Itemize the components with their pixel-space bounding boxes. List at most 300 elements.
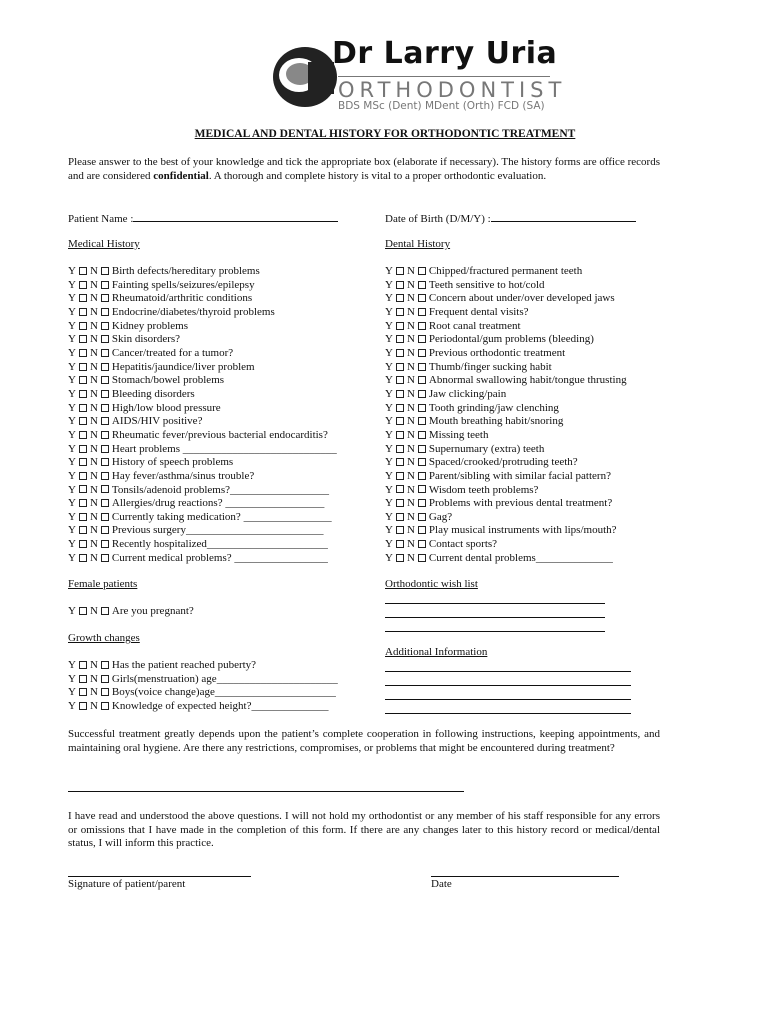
yes-label: Y bbox=[68, 319, 76, 332]
yes-checkbox[interactable] bbox=[396, 349, 404, 357]
yes-label: Y bbox=[68, 442, 76, 455]
yes-checkbox[interactable] bbox=[396, 485, 404, 493]
practice-qualifications: BDS MSc (Dent) MDent (Orth) FCD (SA) bbox=[338, 100, 545, 112]
yes-label: Y bbox=[385, 346, 393, 359]
growth-changes-list bbox=[68, 659, 338, 714]
yes-label: Y bbox=[68, 428, 76, 441]
dental-history-item bbox=[385, 456, 627, 470]
medical-history-item bbox=[68, 265, 337, 279]
answer-blank[interactable]: _________________________ bbox=[185, 524, 324, 537]
yes-label: Y bbox=[385, 374, 393, 387]
medical-history-item bbox=[68, 484, 337, 498]
answer-blank[interactable]: __________________ bbox=[229, 483, 329, 496]
no-checkbox[interactable] bbox=[101, 267, 109, 275]
no-label: N bbox=[406, 360, 415, 373]
question-label: Bleeding disorders bbox=[111, 387, 195, 400]
answer-blank[interactable]: ______________ bbox=[535, 551, 613, 564]
yes-checkbox[interactable] bbox=[79, 267, 87, 275]
answer-blank[interactable]: ______________________ bbox=[216, 672, 338, 685]
growth-changes-heading: Growth changes bbox=[68, 632, 140, 644]
no-checkbox[interactable] bbox=[418, 390, 426, 398]
no-label: N bbox=[406, 510, 415, 523]
question-label: Fainting spells/seizures/epilepsy bbox=[111, 278, 255, 291]
question-label: Endocrine/diabetes/thyroid problems bbox=[111, 305, 275, 318]
no-checkbox[interactable] bbox=[101, 458, 109, 466]
no-checkbox[interactable] bbox=[101, 445, 109, 453]
yes-checkbox[interactable] bbox=[396, 363, 404, 371]
no-label: N bbox=[406, 415, 415, 428]
question-label: Are you pregnant? bbox=[111, 605, 194, 617]
question-label: Concern about under/over developed jaws bbox=[428, 292, 615, 305]
no-label: N bbox=[89, 659, 98, 671]
yes-label: Y bbox=[385, 442, 393, 455]
question-label: Heart problems bbox=[111, 442, 183, 455]
dental-history-item bbox=[385, 497, 627, 511]
no-label: N bbox=[89, 401, 98, 414]
question-label: Contact sports? bbox=[428, 538, 498, 551]
medical-history-item bbox=[68, 279, 337, 293]
no-label: N bbox=[89, 374, 98, 387]
no-label: N bbox=[406, 401, 415, 414]
yes-label: Y bbox=[68, 278, 76, 291]
no-label: N bbox=[89, 672, 98, 685]
yes-checkbox[interactable] bbox=[396, 513, 404, 521]
question-label: Allergies/drug reactions? bbox=[111, 497, 226, 510]
no-checkbox[interactable] bbox=[101, 675, 109, 683]
additional-info-line[interactable] bbox=[385, 671, 631, 672]
question-label: Missing teeth bbox=[428, 428, 489, 441]
question-label: Previous orthodontic treatment bbox=[428, 346, 566, 359]
restrictions-answer-line[interactable] bbox=[68, 791, 464, 792]
yes-label: Y bbox=[68, 415, 76, 428]
no-checkbox[interactable] bbox=[101, 431, 109, 439]
no-label: N bbox=[406, 292, 415, 305]
yes-label: Y bbox=[385, 305, 393, 318]
answer-blank[interactable]: ______________ bbox=[251, 699, 329, 712]
dental-history-item bbox=[385, 443, 627, 457]
yes-checkbox[interactable] bbox=[79, 363, 87, 371]
yes-checkbox[interactable] bbox=[79, 458, 87, 466]
yes-label: Y bbox=[68, 605, 76, 617]
cooperation-paragraph: Successful treatment greatly depends upon the patient’s complete cooperation in following instructions, keeping appointments, and maintaining oral hygiene. Are there any restrictions, compromises, or problems that might be encountered during treatment? bbox=[68, 728, 660, 754]
question-label: Teeth sensitive to hot/cold bbox=[428, 278, 545, 291]
no-label: N bbox=[406, 305, 415, 318]
yes-checkbox[interactable] bbox=[79, 675, 87, 683]
no-label: N bbox=[406, 483, 415, 496]
answer-blank[interactable]: _________________ bbox=[234, 551, 328, 564]
yes-label: Y bbox=[385, 292, 393, 305]
question-label: Skin disorders? bbox=[111, 333, 181, 346]
question-label: Gag? bbox=[428, 510, 453, 523]
yes-label: Y bbox=[68, 265, 76, 277]
patient-name-field[interactable]: Patient Name : bbox=[68, 211, 338, 227]
no-label: N bbox=[89, 469, 98, 482]
no-label: N bbox=[89, 387, 98, 400]
question-label: Rheumatic fever/previous bacterial endocarditis? bbox=[111, 428, 328, 441]
yes-checkbox[interactable] bbox=[396, 390, 404, 398]
no-checkbox[interactable] bbox=[101, 526, 109, 534]
no-label: N bbox=[89, 605, 98, 617]
medical-history-item bbox=[68, 429, 337, 443]
yes-label: Y bbox=[68, 387, 76, 400]
wish-list-line[interactable] bbox=[385, 631, 605, 632]
yes-checkbox[interactable] bbox=[79, 702, 87, 710]
dental-history-item bbox=[385, 333, 627, 347]
intro-paragraph: Please answer to the best of your knowledge and tick the appropriate box (elaborate if necessary). The history forms are office records and are considered confidential. A thorough and complete history is vital to a proper orthodontic evaluation. bbox=[68, 156, 660, 182]
question-label: Problems with previous dental treatment? bbox=[428, 497, 613, 510]
yes-label: Y bbox=[385, 428, 393, 441]
dental-history-item bbox=[385, 374, 627, 388]
additional-info-heading: Additional Information bbox=[385, 646, 488, 658]
additional-info-line[interactable] bbox=[385, 685, 631, 686]
yes-label: Y bbox=[385, 401, 393, 414]
medical-history-item bbox=[68, 524, 337, 538]
dental-history-item bbox=[385, 470, 627, 484]
no-checkbox[interactable] bbox=[418, 335, 426, 343]
yes-checkbox[interactable] bbox=[79, 554, 87, 562]
question-label: Hepatitis/jaundice/liver problem bbox=[111, 360, 255, 373]
no-checkbox[interactable] bbox=[418, 458, 426, 466]
no-label: N bbox=[406, 551, 415, 564]
medical-history-heading: Medical History bbox=[68, 238, 140, 250]
dental-history-item bbox=[385, 279, 627, 293]
no-checkbox[interactable] bbox=[418, 431, 426, 439]
no-label: N bbox=[89, 686, 98, 699]
yes-label: Y bbox=[385, 551, 393, 564]
no-label: N bbox=[406, 428, 415, 441]
yes-checkbox[interactable] bbox=[396, 404, 404, 412]
yes-checkbox[interactable] bbox=[396, 458, 404, 466]
question-label: Has the patient reached puberty? bbox=[111, 659, 257, 671]
yes-checkbox[interactable] bbox=[396, 322, 404, 330]
question-label: Chipped/fractured permanent teeth bbox=[428, 265, 583, 277]
yes-label: Y bbox=[385, 265, 393, 277]
question-label: Stomach/bowel problems bbox=[111, 374, 225, 387]
yes-checkbox[interactable] bbox=[79, 526, 87, 534]
no-checkbox[interactable] bbox=[418, 349, 426, 357]
no-checkbox[interactable] bbox=[101, 417, 109, 425]
yes-label: Y bbox=[68, 374, 76, 387]
practice-role: ORTHODONTIST bbox=[338, 78, 567, 102]
question-label: Knowledge of expected height? bbox=[111, 699, 252, 712]
female-patients-item bbox=[68, 605, 194, 619]
no-label: N bbox=[89, 551, 98, 564]
question-label: Previous surgery bbox=[111, 524, 186, 537]
yes-checkbox[interactable] bbox=[79, 335, 87, 343]
yes-checkbox[interactable] bbox=[79, 661, 87, 669]
medical-history-item bbox=[68, 347, 337, 361]
no-checkbox[interactable] bbox=[418, 308, 426, 316]
no-checkbox[interactable] bbox=[101, 688, 109, 696]
yes-label: Y bbox=[385, 483, 393, 496]
yes-checkbox[interactable] bbox=[79, 485, 87, 493]
no-checkbox[interactable] bbox=[101, 554, 109, 562]
yes-label: Y bbox=[68, 456, 76, 469]
yes-checkbox[interactable] bbox=[396, 267, 404, 275]
yes-label: Y bbox=[385, 333, 393, 346]
yes-checkbox[interactable] bbox=[79, 499, 87, 507]
no-checkbox[interactable] bbox=[418, 294, 426, 302]
medical-history-list bbox=[68, 265, 337, 565]
female-patients-list bbox=[68, 605, 194, 619]
yes-label: Y bbox=[68, 360, 76, 373]
female-patients-heading: Female patients bbox=[68, 578, 138, 590]
question-label: Rheumatoid/arthritic conditions bbox=[111, 292, 253, 305]
yes-checkbox[interactable] bbox=[396, 335, 404, 343]
no-label: N bbox=[89, 442, 98, 455]
additional-info-line[interactable] bbox=[385, 699, 631, 700]
yes-checkbox[interactable] bbox=[79, 688, 87, 696]
yes-label: Y bbox=[68, 401, 76, 414]
no-checkbox[interactable] bbox=[418, 472, 426, 480]
growth-changes-item bbox=[68, 659, 338, 673]
medical-history-item bbox=[68, 443, 337, 457]
date-line[interactable] bbox=[431, 876, 619, 877]
yes-checkbox[interactable] bbox=[396, 472, 404, 480]
no-label: N bbox=[406, 265, 415, 277]
no-checkbox[interactable] bbox=[101, 308, 109, 316]
no-checkbox[interactable] bbox=[418, 499, 426, 507]
no-label: N bbox=[406, 333, 415, 346]
yes-checkbox[interactable] bbox=[79, 308, 87, 316]
medical-history-item bbox=[68, 333, 337, 347]
no-label: N bbox=[89, 538, 98, 551]
medical-history-item bbox=[68, 415, 337, 429]
medical-history-item bbox=[68, 361, 337, 375]
no-label: N bbox=[406, 278, 415, 291]
question-label: Play musical instruments with lips/mouth? bbox=[428, 524, 617, 537]
medical-history-item bbox=[68, 470, 337, 484]
dental-history-heading: Dental History bbox=[385, 238, 451, 250]
answer-blank[interactable]: ______________________ bbox=[206, 538, 328, 551]
dental-history-item bbox=[385, 429, 627, 443]
yes-checkbox[interactable] bbox=[79, 376, 87, 384]
question-label: Recently hospitalized bbox=[111, 538, 207, 551]
answer-blank[interactable]: __________________ bbox=[225, 497, 325, 510]
no-checkbox[interactable] bbox=[418, 485, 426, 493]
logo-emblem-icon bbox=[270, 44, 340, 110]
yes-label: Y bbox=[68, 292, 76, 305]
medical-history-item bbox=[68, 306, 337, 320]
medical-history-item bbox=[68, 402, 337, 416]
question-label: High/low blood pressure bbox=[111, 401, 221, 414]
no-checkbox[interactable] bbox=[101, 404, 109, 412]
yes-label: Y bbox=[385, 510, 393, 523]
question-label: Thumb/finger sucking habit bbox=[428, 360, 552, 373]
yes-checkbox[interactable] bbox=[79, 322, 87, 330]
no-checkbox[interactable] bbox=[418, 417, 426, 425]
question-label: Current medical problems? bbox=[111, 551, 235, 564]
no-checkbox[interactable] bbox=[418, 540, 426, 548]
no-label: N bbox=[89, 497, 98, 510]
yes-label: Y bbox=[385, 387, 393, 400]
no-checkbox[interactable] bbox=[101, 472, 109, 480]
medical-history-item bbox=[68, 320, 337, 334]
medical-history-item bbox=[68, 552, 337, 566]
yes-label: Y bbox=[68, 346, 76, 359]
no-checkbox[interactable] bbox=[101, 322, 109, 330]
dental-history-item bbox=[385, 306, 627, 320]
wish-list-line[interactable] bbox=[385, 617, 605, 618]
growth-changes-item bbox=[68, 700, 338, 714]
yes-checkbox[interactable] bbox=[396, 431, 404, 439]
declaration-paragraph: I have read and understood the above questions. I will not hold my orthodontist or any member of his staff responsible for any errors or omissions that I have made in the completion of this form. If there are any changes later to this history record or medical/dental status, I will inform this practice. bbox=[68, 810, 660, 850]
additional-info-line[interactable] bbox=[385, 713, 631, 714]
yes-label: Y bbox=[68, 483, 76, 496]
form-title: MEDICAL AND DENTAL HISTORY FOR ORTHODONTIC TREATMENT bbox=[194, 128, 576, 140]
no-checkbox[interactable] bbox=[101, 661, 109, 669]
no-checkbox[interactable] bbox=[418, 322, 426, 330]
question-label: Jaw clicking/pain bbox=[428, 387, 507, 400]
yes-checkbox[interactable] bbox=[79, 513, 87, 521]
question-label: Kidney problems bbox=[111, 319, 188, 332]
medical-history-item bbox=[68, 292, 337, 306]
question-label: Currently taking medication? bbox=[111, 510, 244, 523]
no-label: N bbox=[89, 415, 98, 428]
yes-checkbox[interactable] bbox=[79, 417, 87, 425]
answer-blank[interactable]: ______________________ bbox=[214, 686, 336, 699]
no-label: N bbox=[89, 456, 98, 469]
no-label: N bbox=[89, 292, 98, 305]
yes-checkbox[interactable] bbox=[79, 540, 87, 548]
yes-checkbox[interactable] bbox=[396, 308, 404, 316]
no-checkbox[interactable] bbox=[418, 376, 426, 384]
practice-logo bbox=[270, 36, 567, 116]
question-label: History of speech problems bbox=[111, 456, 234, 469]
dental-history-item bbox=[385, 361, 627, 375]
no-label: N bbox=[89, 265, 98, 277]
dental-history-item bbox=[385, 511, 627, 525]
answer-blank[interactable]: ____________________________ bbox=[182, 442, 337, 455]
wish-list-line[interactable] bbox=[385, 603, 605, 604]
no-checkbox[interactable] bbox=[418, 267, 426, 275]
date-of-birth-field[interactable]: Date of Birth (D/M/Y) : bbox=[385, 211, 636, 227]
question-label: Cancer/treated for a tumor? bbox=[111, 346, 234, 359]
yes-checkbox[interactable] bbox=[396, 526, 404, 534]
dental-history-item bbox=[385, 552, 627, 566]
no-checkbox[interactable] bbox=[101, 499, 109, 507]
question-label: AIDS/HIV positive? bbox=[111, 415, 203, 428]
yes-label: Y bbox=[385, 538, 393, 551]
yes-label: Y bbox=[68, 551, 76, 564]
dental-history-item bbox=[385, 265, 627, 279]
no-checkbox[interactable] bbox=[418, 445, 426, 453]
question-label: Spaced/crooked/protruding teeth? bbox=[428, 456, 578, 469]
yes-label: Y bbox=[68, 497, 76, 510]
no-label: N bbox=[406, 524, 415, 537]
yes-checkbox[interactable] bbox=[396, 417, 404, 425]
medical-history-item bbox=[68, 388, 337, 402]
dental-history-item bbox=[385, 538, 627, 552]
yes-label: Y bbox=[385, 415, 393, 428]
yes-label: Y bbox=[385, 360, 393, 373]
answer-blank[interactable]: ________________ bbox=[243, 510, 332, 523]
no-checkbox[interactable] bbox=[101, 390, 109, 398]
no-checkbox[interactable] bbox=[101, 485, 109, 493]
yes-label: Y bbox=[68, 305, 76, 318]
yes-checkbox[interactable] bbox=[396, 376, 404, 384]
no-label: N bbox=[89, 360, 98, 373]
medical-history-item bbox=[68, 511, 337, 525]
question-label: Parent/sibling with similar facial pattern? bbox=[428, 469, 611, 482]
no-checkbox[interactable] bbox=[418, 554, 426, 562]
no-checkbox[interactable] bbox=[101, 607, 109, 615]
no-checkbox[interactable] bbox=[418, 281, 426, 289]
question-label: Current dental problems bbox=[428, 551, 536, 564]
dental-history-item bbox=[385, 320, 627, 334]
no-checkbox[interactable] bbox=[101, 349, 109, 357]
yes-checkbox[interactable] bbox=[79, 445, 87, 453]
dental-history-item bbox=[385, 347, 627, 361]
yes-label: Y bbox=[68, 538, 76, 551]
yes-label: Y bbox=[385, 469, 393, 482]
yes-checkbox[interactable] bbox=[396, 499, 404, 507]
no-checkbox[interactable] bbox=[101, 294, 109, 302]
no-label: N bbox=[406, 456, 415, 469]
question-label: Birth defects/hereditary problems bbox=[111, 265, 260, 277]
question-label: Mouth breathing habit/snoring bbox=[428, 415, 564, 428]
yes-checkbox[interactable] bbox=[79, 404, 87, 412]
dental-history-item bbox=[385, 292, 627, 306]
no-checkbox[interactable] bbox=[101, 281, 109, 289]
yes-label: Y bbox=[385, 497, 393, 510]
dental-history-item bbox=[385, 388, 627, 402]
no-label: N bbox=[89, 333, 98, 346]
yes-checkbox[interactable] bbox=[79, 390, 87, 398]
no-label: N bbox=[89, 346, 98, 359]
yes-checkbox[interactable] bbox=[396, 540, 404, 548]
question-label: Tooth grinding/jaw clenching bbox=[428, 401, 559, 414]
question-label: Abnormal swallowing habit/tongue thrusting bbox=[428, 374, 627, 387]
no-label: N bbox=[406, 469, 415, 482]
dental-history-item bbox=[385, 415, 627, 429]
question-label: Hay fever/asthma/sinus trouble? bbox=[111, 469, 255, 482]
dental-history-item bbox=[385, 524, 627, 538]
yes-checkbox[interactable] bbox=[79, 281, 87, 289]
signature-label: Signature of patient/parent bbox=[68, 878, 186, 890]
signature-line[interactable] bbox=[68, 876, 251, 877]
practice-name: Dr Larry Uria bbox=[332, 36, 558, 71]
question-label: Tonsils/adenoid problems? bbox=[111, 483, 230, 496]
no-checkbox[interactable] bbox=[418, 526, 426, 534]
no-checkbox[interactable] bbox=[101, 702, 109, 710]
no-checkbox[interactable] bbox=[101, 513, 109, 521]
no-checkbox[interactable] bbox=[101, 376, 109, 384]
yes-checkbox[interactable] bbox=[79, 472, 87, 480]
yes-checkbox[interactable] bbox=[396, 554, 404, 562]
medical-history-item bbox=[68, 456, 337, 470]
no-checkbox[interactable] bbox=[418, 404, 426, 412]
yes-checkbox[interactable] bbox=[79, 294, 87, 302]
question-label: Girls(menstruation) age bbox=[111, 672, 217, 685]
yes-label: Y bbox=[385, 524, 393, 537]
yes-checkbox[interactable] bbox=[396, 445, 404, 453]
yes-checkbox[interactable] bbox=[79, 431, 87, 439]
no-checkbox[interactable] bbox=[418, 363, 426, 371]
no-checkbox[interactable] bbox=[101, 363, 109, 371]
wish-list-heading: Orthodontic wish list bbox=[385, 578, 478, 590]
question-label: Periodontal/gum problems (bleeding) bbox=[428, 333, 594, 346]
yes-checkbox[interactable] bbox=[79, 349, 87, 357]
no-checkbox[interactable] bbox=[101, 540, 109, 548]
question-label: Supernumary (extra) teeth bbox=[428, 442, 545, 455]
question-label: Frequent dental visits? bbox=[428, 305, 529, 318]
yes-checkbox[interactable] bbox=[79, 607, 87, 615]
yes-checkbox[interactable] bbox=[396, 281, 404, 289]
yes-checkbox[interactable] bbox=[396, 294, 404, 302]
no-checkbox[interactable] bbox=[418, 513, 426, 521]
no-checkbox[interactable] bbox=[101, 335, 109, 343]
